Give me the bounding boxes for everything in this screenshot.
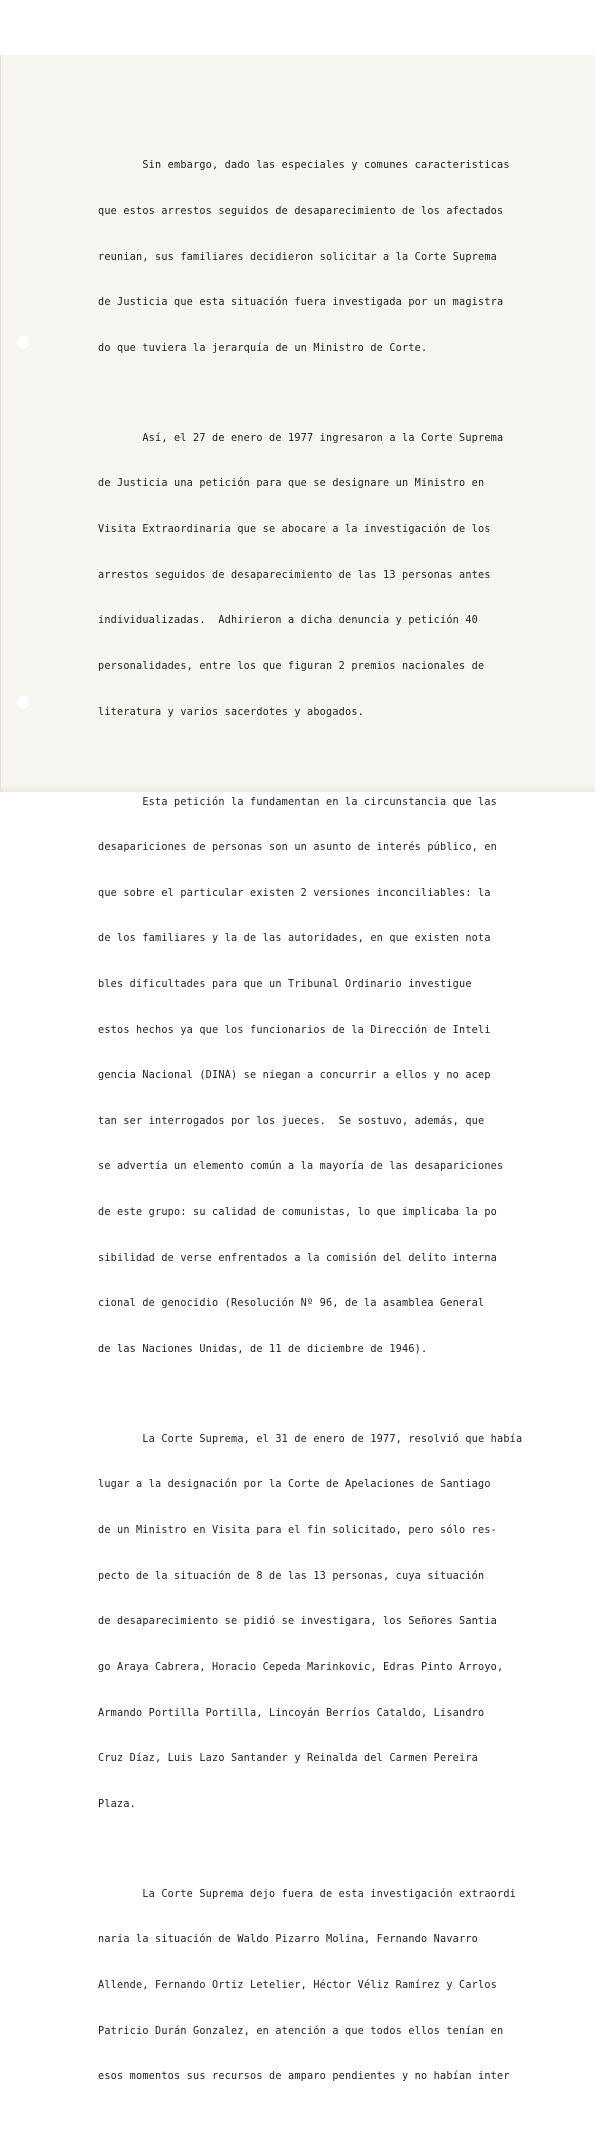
punch-hole [16,335,30,349]
text-line: literatura y varios sacerdotes y abogados. [98,706,365,718]
text-line: Visita Extraordinaria que se abocare a la investigación de los [98,524,491,536]
text-line: de un Ministro en Visita para el fin solicitado, pero sólo res- [98,1525,498,1537]
text-line: Cruz Díaz, Luis Lazo Santander y Reinalda del Carmen Pereira [98,1753,479,1765]
text-line: do que tuviera la jerarquía de un Ministro de Corte. [98,342,428,354]
text-line: Allende, Fernando Ortiz Letelier, Héctor Véliz Ramírez y Carlos [98,1979,498,1991]
text-line: que estos arrestos seguidos de desaparecimiento de los afectados [98,206,504,218]
text-line: de Justicia una petición para que se designare un Ministro en [98,478,485,490]
text-line: reunian, sus familiares decidieron solicitar a la Corte Suprema [98,251,498,263]
paragraph-4 [98,1401,566,1842]
text-line: de este grupo: su calidad de comunistas, lo que implicaba la po [98,1207,498,1219]
text-line: bles dificultades para que un Tribunal Ordinario investigue [98,978,472,990]
text-line: personalidades, entre los que figuran 2 premios nacionales de [98,660,485,672]
punch-hole [16,695,30,709]
text-line: de los familiares y la de las autoridades, en que existen nota [98,933,491,945]
text-line: La Corte Suprema dejo fuera de esta investigación extraordi [98,1888,517,1900]
text-line: Así, el 27 de enero de 1977 ingresaron a la Corte Suprema [98,432,504,444]
text-line: La Corte Suprema, el 31 de enero de 1977, resolvió que había [98,1433,523,1445]
text-line: desapariciones de personas son un asunto de interés público, en [98,842,498,854]
text-line: individualizadas. Adhirieron a dicha denuncia y petición 40 [98,615,479,627]
text-line: estos hechos ya que los funcionarios de la Dirección de Inteli [98,1024,491,1036]
text-line: gencia Nacional (DINA) se niegan a concurrir a ellos y no acep [98,1070,491,1082]
text-line: lugar a la designación por la Corte de Apelaciones de Santiago [98,1479,491,1491]
text-line: esos momentos sus recursos de amparo pendientes y no habían inter [98,2071,510,2083]
text-line: sibilidad de verse enfrentados a la comisión del delito interna [98,1252,498,1264]
paragraph-5 [98,1856,566,2114]
paragraph-1 [98,128,566,386]
text-line: de Justicia que esta situación fuera investigada por un magistra [98,297,504,309]
text-line: Armando Portilla Portilla, Lincoyán Berríos Cataldo, Lisandro [98,1707,485,1719]
text-line: Esta petición la fundamentan en la circunstancia que las [98,796,498,808]
text-line: de las Naciones Unidas, de 11 de diciembre de 1946). [98,1343,428,1355]
text-line: arrestos seguidos de desaparecimiento de las 13 personas antes [98,569,491,581]
text-line: tan ser interrogados por los jueces. Se sostuvo, además, que [98,1115,485,1127]
paragraph-2 [98,400,566,750]
text-line: Sin embargo, dado las especiales y comunes caracteristicas [98,160,510,172]
text-line: se advertía un elemento común a la mayoría de las desapariciones [98,1161,504,1173]
text-line: cional de genocidio (Resolución Nº 96, de la asamblea General [98,1298,485,1310]
text-line: naria la situación de Waldo Pizarro Molina, Fernando Navarro [98,1934,479,1946]
text-line: de desaparecimiento se pidió se investigara, los Señores Santia [98,1616,498,1628]
text-line: pecto de la situación de 8 de las 13 personas, cuya situación [98,1570,485,1582]
document-body [98,128,566,2129]
text-line: que sobre el particular existen 2 versiones inconciliables: la [98,887,491,899]
paragraph-3 [98,764,566,1387]
text-line: go Araya Cabrera, Horacio Cepeda Marinkovic, Edras Pinto Arroyo, [98,1661,504,1673]
text-line: Patricio Durán Gonzalez, en atención a que todos ellos tenían en [98,2025,504,2037]
text-line: Plaza. [98,1798,137,1810]
